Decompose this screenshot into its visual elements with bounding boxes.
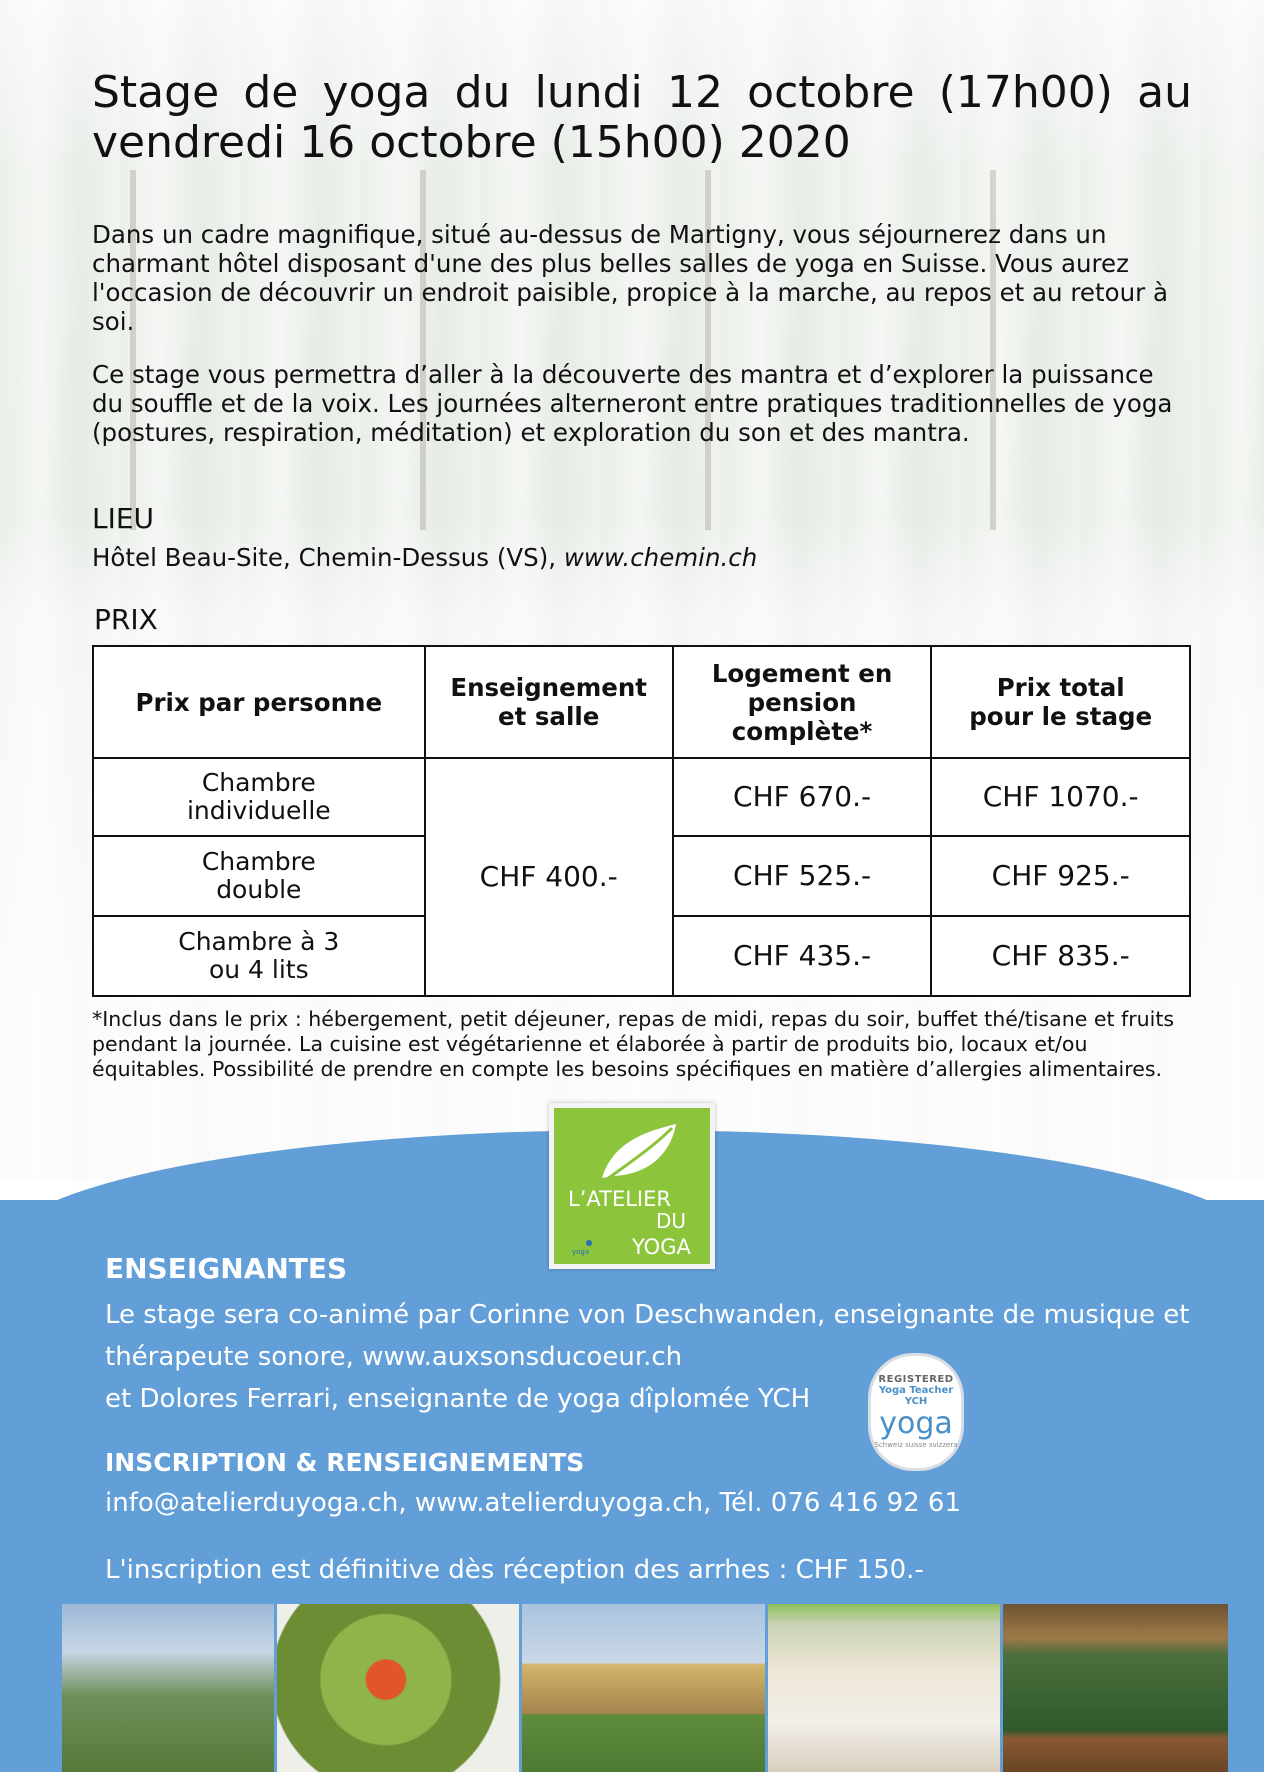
header-line: pour le stage [969, 702, 1153, 731]
photo-yoga-hall [1003, 1604, 1228, 1772]
logement-price: CHF 525.- [673, 836, 932, 916]
photo-bedroom [768, 1604, 1000, 1772]
prix-heading: PRIX [94, 603, 158, 636]
intro-paragraph-1: Dans un cadre magnifique, situé au-dessus de Martigny, vous séjournerez dans un charmant hôtel disposant d'une des plus belles salles de yoga en Suisse. Vous aurez l'occasion de découvrir un endroit paisible, propice à la marche, au repos et au retour à soi. [92, 220, 1168, 336]
header-prix-total [931, 646, 1190, 758]
header-line: complète* [731, 716, 873, 746]
badge-word: yoga [879, 1406, 953, 1441]
photo-hotel-landscape [62, 1604, 274, 1772]
enseignantes-text [105, 1294, 1205, 1420]
enseignantes-line: et Dolores Ferrari, enseignante de yoga dîplomée YCH [105, 1384, 811, 1414]
total-price: CHF 1070.- [931, 758, 1190, 836]
room-line: Chambre [201, 768, 316, 797]
room-type [93, 916, 425, 996]
header-line: Prix total [996, 673, 1125, 702]
badge-teacher: Yoga Teacher YCH [878, 1385, 954, 1407]
enseignantes-line: Le stage sera co-animé par Corinne von Deschwanden, enseignante de musique et [105, 1300, 1190, 1330]
lieu-text [92, 543, 757, 572]
room-line: Chambre à 3 [178, 927, 340, 956]
badge-registered: REGISTERED [878, 1374, 954, 1385]
atelier-du-yoga-logo [549, 1103, 715, 1269]
inscription-contact[interactable]: info@atelierduyoga.ch, www.atelierduyoga.ch, Tél. 076 416 92 61 [105, 1488, 962, 1518]
enseignement-price: CHF 400.- [425, 758, 673, 996]
lieu-link[interactable]: www.chemin.ch [563, 543, 758, 572]
total-price: CHF 925.- [931, 836, 1190, 916]
logement-price: CHF 435.- [673, 916, 932, 996]
logo-text-1: L’ATELIER [568, 1187, 671, 1211]
inscription-arrhes: L'inscription est définitive dès réception des arrhes : CHF 150.- [105, 1555, 924, 1585]
header-logement [673, 646, 932, 758]
header-line: et salle [497, 702, 600, 731]
logo-panel [554, 1108, 710, 1264]
logo-text-3: YOGA [632, 1235, 691, 1259]
room-line: Chambre [201, 847, 316, 876]
enseignantes-heading: ENSEIGNANTES [105, 1252, 348, 1285]
header-line: Logement en [711, 658, 893, 688]
lieu-heading: LIEU [92, 502, 155, 535]
room-line: ou 4 lits [208, 955, 309, 984]
logo-text-2: DU [656, 1209, 687, 1233]
header-line: pension [747, 687, 857, 717]
table-header-row [93, 646, 1190, 758]
photo-hotel-facade [522, 1604, 765, 1772]
ych-registered-badge [868, 1353, 964, 1471]
logement-price: CHF 670.- [673, 758, 932, 836]
room-line: individuelle [186, 796, 331, 825]
room-type [93, 836, 425, 916]
enseignantes-line: thérapeute sonore, www.auxsonsducoeur.ch [105, 1342, 683, 1372]
header-line: Enseignement [450, 673, 648, 702]
inscription-heading: INSCRIPTION & RENSEIGNEMENTS [105, 1448, 585, 1477]
leaf-icon [554, 1108, 710, 1264]
room-type [93, 758, 425, 836]
table-row [93, 758, 1190, 836]
logo-text-small: yoga [572, 1248, 590, 1256]
photo-strip [62, 1604, 1228, 1772]
total-price: CHF 835.- [931, 916, 1190, 996]
price-footnote: *Inclus dans le prix : hébergement, petit déjeuner, repas de midi, repas du soir, buffet thé/tisane et fruits pendant la journée. La cuisine est végétarienne et élaborée à partir de produits bio, locaux et/ou équitables. Possibilité de prendre en compte les besoins spécifiques en matière d’allergies alimentaires. [92, 1007, 1175, 1081]
header-enseignement [425, 646, 673, 758]
price-table [92, 645, 1191, 997]
page-title: Stage de yoga du lundi 12 octobre (17h00) au vendredi 16 octobre (15h00) 2020 [92, 67, 1192, 168]
header-prix-par-personne: Prix par personne [93, 646, 425, 758]
badge-sub: Schweiz suisse svizzera [874, 1441, 958, 1449]
intro-paragraph-2: Ce stage vous permettra d’aller à la découverte des mantra et d’explorer la puissance du souffle et de la voix. Les journées alterneront entre pratiques traditionnelles de yoga (postures, respiration, méditation) et exploration du son et des mantra. [92, 360, 1173, 447]
lieu-address: Hôtel Beau-Site, Chemin-Dessus (VS), [92, 543, 564, 572]
photo-salad [277, 1604, 519, 1772]
room-line: double [216, 875, 302, 904]
